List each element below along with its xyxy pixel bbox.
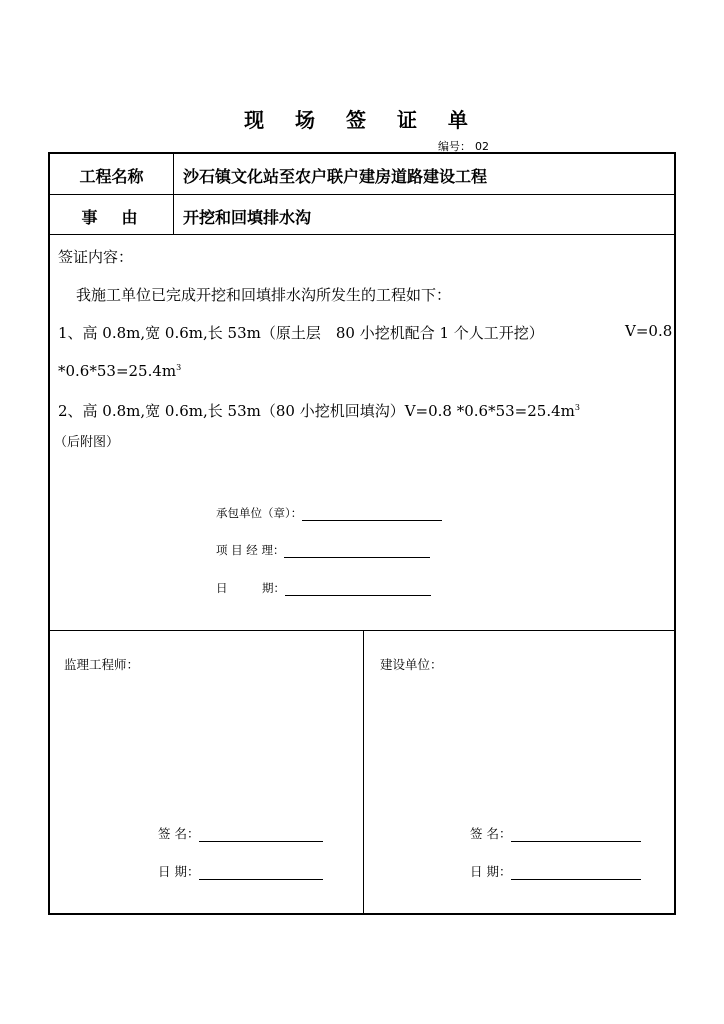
item1-line1: 1、高 0.8m,宽 0.6m,长 53m（原土层 80 小挖机配合 1 个人工开挖）: [58, 324, 544, 342]
contractor-unit-line[interactable]: [302, 520, 442, 521]
project-manager-field: [216, 542, 430, 558]
serial-value: 02: [475, 140, 489, 153]
item1-formula-tail: V=0.8: [625, 322, 673, 340]
item2-text: 2、高 0.8m,宽 0.6m,长 53m（80 小挖机回填沟）V=0.8 *0.6*53=25.4m: [58, 402, 575, 420]
item1-unit-superscript: 3: [176, 363, 182, 372]
document-title: 现 场 签 证 单: [244, 108, 480, 132]
item2-unit-superscript: 3: [574, 403, 580, 412]
supervisor-sign-line[interactable]: [199, 841, 323, 842]
contractor-date-label: 日 期：: [216, 581, 285, 595]
owner-title: 建设单位：: [380, 657, 443, 672]
contractor-date-line[interactable]: [285, 595, 431, 596]
serial-label: 编号：: [438, 140, 471, 153]
content-heading: 签证内容：: [58, 248, 134, 266]
supervisor-title: 监理工程师：: [64, 657, 140, 672]
reason-value: 开挖和回填排水沟: [183, 208, 312, 227]
contractor-date-field: [216, 580, 431, 596]
supervisor-sign-label: 签 名：: [158, 826, 200, 841]
item1-line2: [58, 362, 181, 380]
owner-date-field: [470, 862, 641, 880]
supervisor-date-field: [158, 862, 323, 880]
attachment-note: （后附图）: [54, 435, 120, 450]
owner-date-line[interactable]: [511, 879, 641, 880]
row-divider-3: [50, 630, 674, 631]
reason-label: 事 由: [81, 208, 142, 227]
owner-sign-label: 签 名：: [470, 826, 512, 841]
header-column-divider: [173, 154, 174, 234]
owner-sign-field: [470, 824, 641, 842]
item2-line: [58, 400, 580, 421]
supervisor-date-line[interactable]: [199, 879, 323, 880]
project-manager-line[interactable]: [284, 557, 430, 558]
owner-date-label: 日 期：: [470, 864, 512, 879]
contractor-unit-label: 承包单位（章）：: [216, 506, 303, 520]
project-manager-label: 项 目 经 理：: [216, 543, 285, 557]
project-name-value: 沙石镇文化站至农户联户建房道路建设工程: [183, 167, 488, 186]
supervisor-sign-field: [158, 824, 323, 842]
signature-column-divider: [363, 630, 364, 913]
row-divider-2: [50, 234, 674, 235]
item1-line2-text: *0.6*53=25.4m: [58, 362, 177, 380]
owner-sign-line[interactable]: [511, 841, 641, 842]
visa-form-table: [48, 152, 676, 915]
supervisor-date-label: 日 期：: [158, 864, 200, 879]
contractor-unit-field: [216, 505, 442, 521]
content-intro: 我施工单位已完成开挖和回填排水沟所发生的工程如下：: [76, 286, 452, 304]
project-name-label: 工程名称: [79, 167, 144, 186]
row-divider-1: [50, 194, 674, 195]
